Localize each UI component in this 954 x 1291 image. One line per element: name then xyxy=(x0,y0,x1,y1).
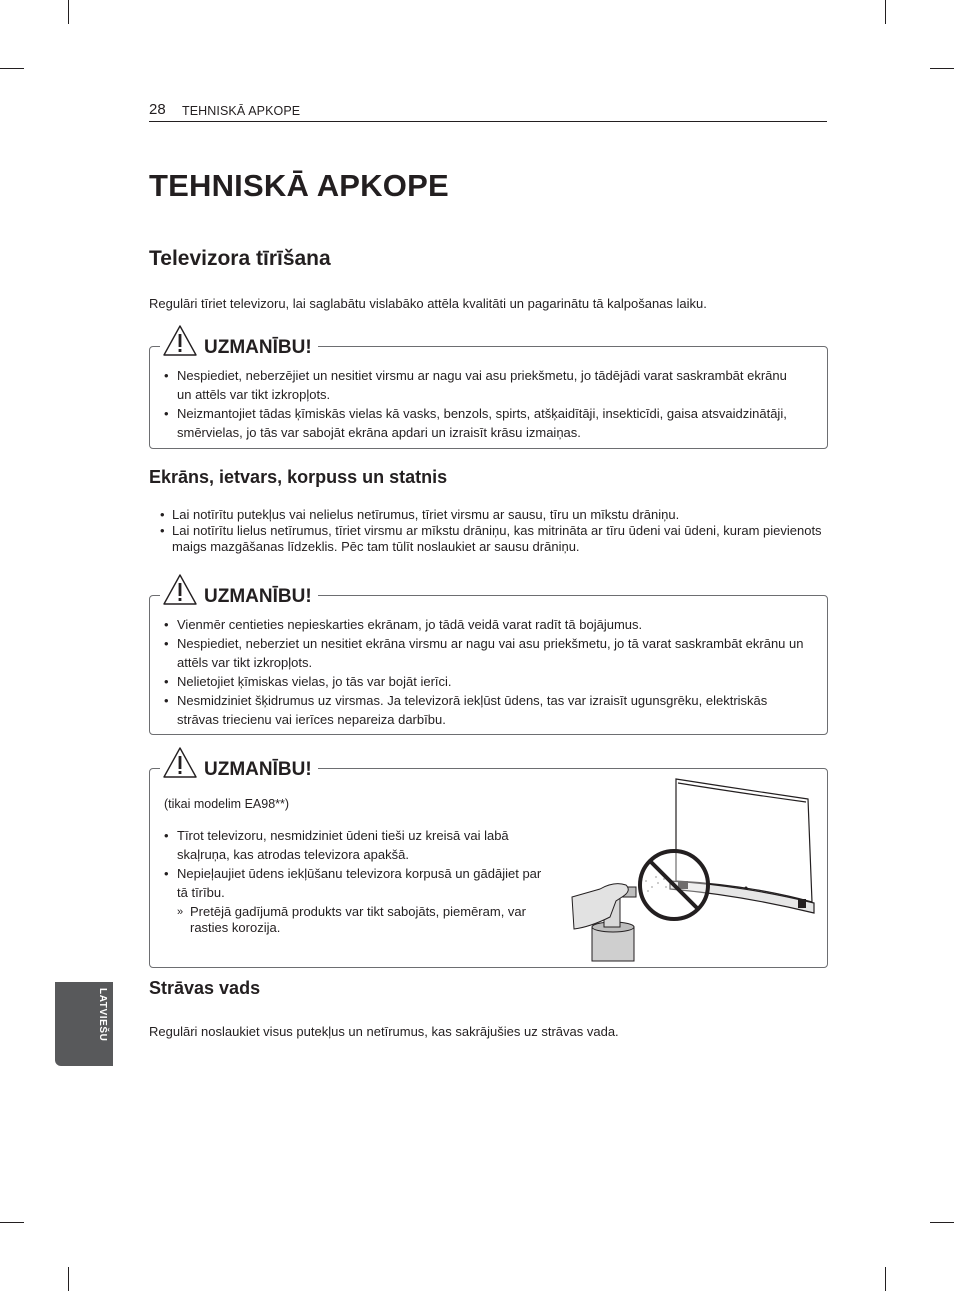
list-item: • Nespiediet, neberziet un nesitiet ekrāna virsmu ar nagu vai asu priekšmetu, jo tā varat saskrambāt ekrānu un attēls var tikt izkropļots. xyxy=(164,634,804,672)
section-list-screen-frame xyxy=(160,507,830,555)
section-title-tv-cleaning: Televizora tīrīšana xyxy=(149,247,331,270)
caution-list xyxy=(164,615,804,729)
no-spray-illustration xyxy=(570,777,815,962)
crop-mark xyxy=(885,1267,886,1291)
crop-mark xyxy=(885,0,886,24)
caution-box-3 xyxy=(149,759,828,968)
list-item: • Lai notīrītu lielus netīrumus, tīriet virsmu ar mīkstu drāniņu, kas mitrināta ar tīru ūdeni vai ūdeni, kuram pievienots maigs mazgāšanas līdzeklis. Pēc tam tūlīt noslaukiet ar sausu drāniņu. xyxy=(160,523,830,555)
section-text-tv-cleaning: Regulāri tīriet televizoru, lai saglabātu vislabāko attēla kvalitāti un pagarinātu tā kalpošanas laiku. xyxy=(149,296,707,311)
caution-list xyxy=(164,366,804,442)
page-title: TEHNISKĀ APKOPE xyxy=(149,168,449,203)
crop-mark xyxy=(930,1222,954,1223)
list-item: • Lai notīrītu putekļus vai nelielus netīrumus, tīriet virsmu ar sausu, tīru un mīkstu drāniņu. xyxy=(160,507,830,523)
caution-label: UZMANĪBU! xyxy=(204,337,312,358)
warning-triangle-icon xyxy=(162,324,198,357)
crop-mark xyxy=(68,0,69,24)
language-tab-label: LATVIEŠU xyxy=(97,988,108,1042)
list-item: • Vienmēr centieties nepieskarties ekrānam, jo tādā veidā varat radīt tā bojājumus. xyxy=(164,615,804,634)
crop-mark xyxy=(0,68,24,69)
warning-triangle-icon xyxy=(162,746,198,779)
page-number: 28 xyxy=(149,101,166,118)
language-tab xyxy=(55,982,113,1066)
caution-header xyxy=(160,745,318,779)
running-title: TEHNISKĀ APKOPE xyxy=(182,104,301,118)
caution-header xyxy=(160,323,318,357)
sub-list-item: » Pretējā gadījumā produkts var tikt sabojāts, piemēram, var rasties korozija. xyxy=(164,904,544,936)
crop-mark xyxy=(0,1222,24,1223)
caution-box-1 xyxy=(149,337,828,449)
caution-label: UZMANĪBU! xyxy=(204,759,312,780)
prohibition-icon xyxy=(640,851,708,919)
section-title-power-cord: Strāvas vads xyxy=(149,978,261,998)
list-item: • Neizmantojiet tādas ķīmiskās vielas kā vasks, benzols, spirts, atšķaidītāji, insekticīdi, gaisa atsvaidzinātāji, smērvielas, jo tās var sabojāt ekrāna apdari un izraisīt krāsu izmaiņas. xyxy=(164,404,804,442)
caution-header xyxy=(160,572,318,606)
section-title-screen-frame: Ekrāns, ietvars, korpuss un statnis xyxy=(149,467,448,487)
list-item: • Nespiediet, neberzējiet un nesitiet virsmu ar nagu vai asu priekšmetu, jo tādējādi varat saskrambāt ekrānu un attēls var tikt izkropļots. xyxy=(164,366,804,404)
caution-label: UZMANĪBU! xyxy=(204,586,312,607)
crop-mark xyxy=(68,1267,69,1291)
list-item: • Nesmidziniet šķidrumus uz virsmas. Ja televizorā iekļūst ūdens, tas var izraisīt ugunsgrēku, elektriskās strāvas triecienu vai ierīces nepareiza darbību. xyxy=(164,691,804,729)
warning-triangle-icon xyxy=(162,573,198,606)
caution-box-2 xyxy=(149,586,828,735)
caution-list xyxy=(164,826,544,936)
list-item: • Nepieļaujiet ūdens iekļūšanu televizora korpusā un gādājiet par tā tīrību. xyxy=(164,864,544,902)
list-item: • Tīrot televizoru, nesmidziniet ūdeni tieši uz kreisā vai labā skaļruņa, kas atrodas televizora apakšā. xyxy=(164,826,544,864)
list-item: • Nelietojiet ķīmiskas vielas, jo tās var bojāt ierīci. xyxy=(164,672,804,691)
model-note: (tikai modelim EA98**) xyxy=(164,797,290,811)
crop-mark xyxy=(930,68,954,69)
header-rule xyxy=(149,121,827,122)
section-text-power-cord: Regulāri noslaukiet visus putekļus un netīrumus, kas sakrājušies uz strāvas vada. xyxy=(149,1024,619,1039)
